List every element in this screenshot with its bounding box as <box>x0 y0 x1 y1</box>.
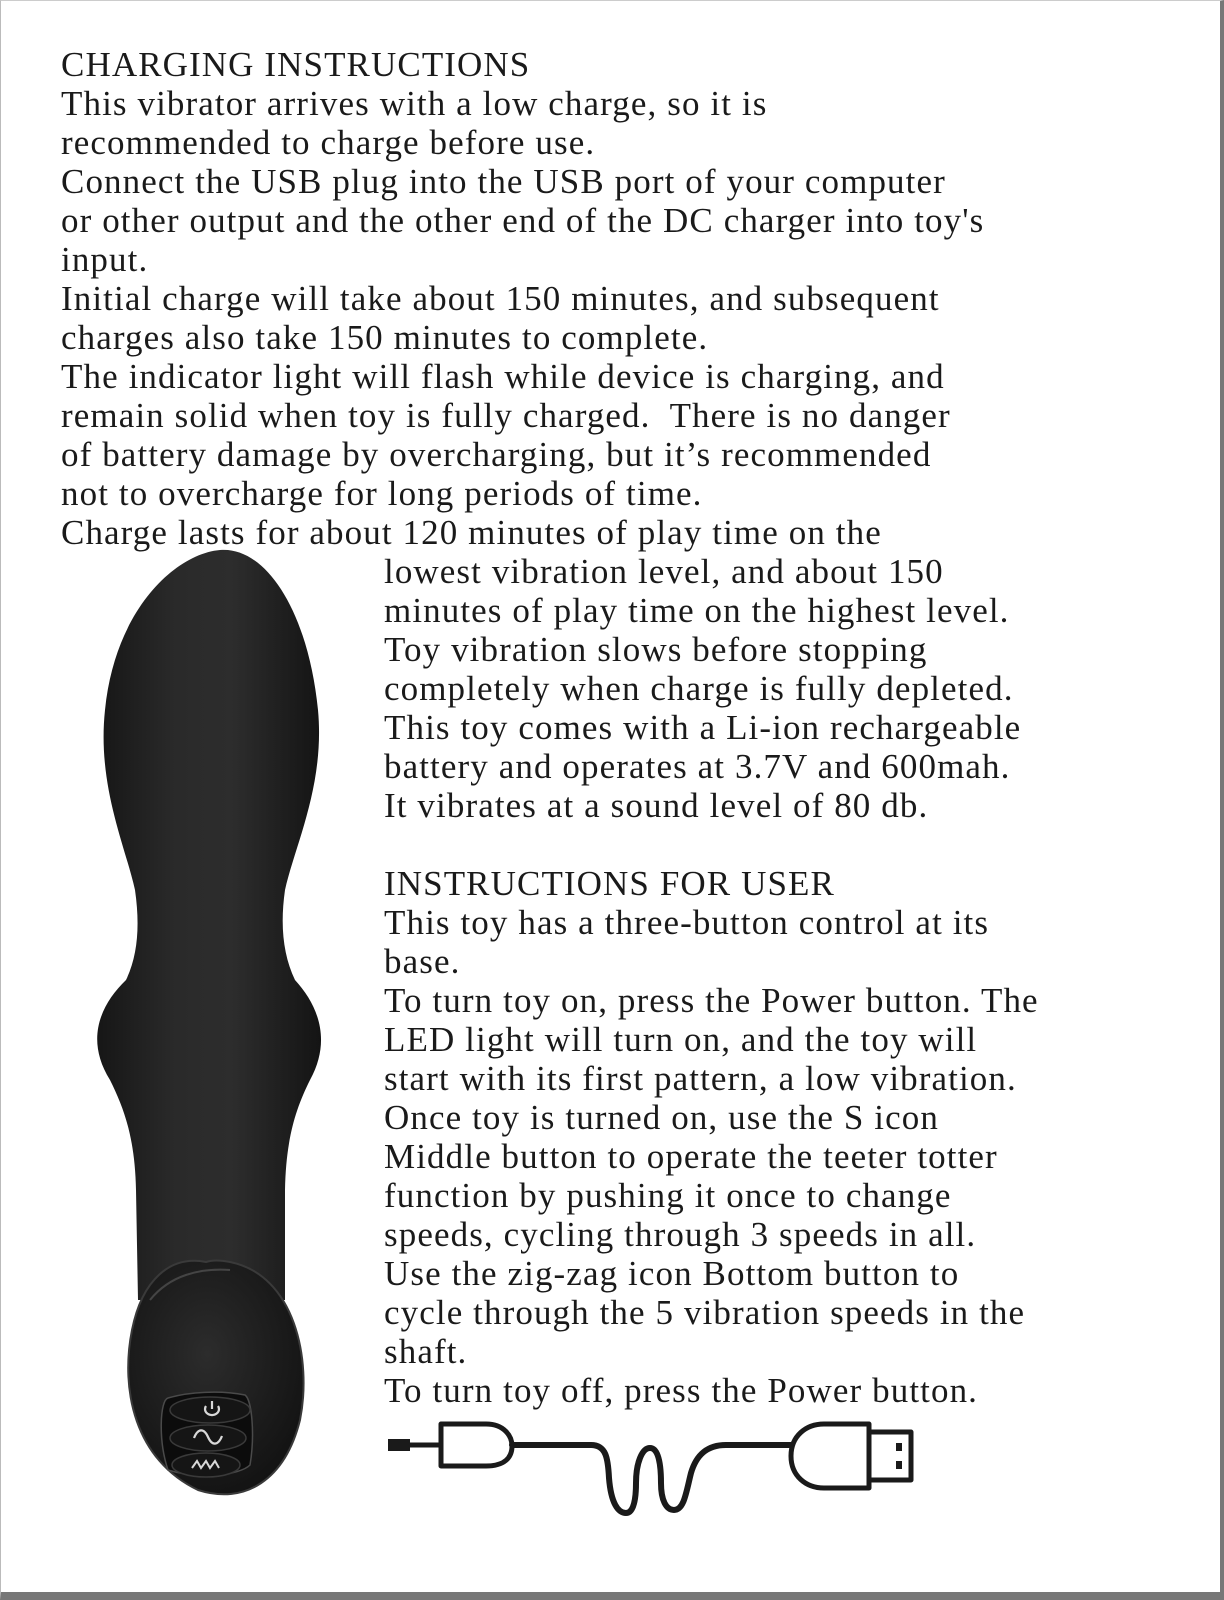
charging-line: It vibrates at a sound level of 80 db. <box>384 786 929 825</box>
cable-icon <box>512 1445 791 1513</box>
user-instructions-line: cycle through the 5 vibration speeds in the <box>384 1293 1026 1332</box>
product-illustration <box>80 540 342 1500</box>
dc-plug-icon <box>388 1424 512 1466</box>
charging-line: remain solid when toy is fully charged. There is no danger <box>61 396 951 435</box>
charging-line: This toy comes with a Li-ion rechargeable <box>384 708 1022 747</box>
charging-line: charges also take 150 minutes to complete. <box>61 318 709 357</box>
usb-plug-icon <box>791 1424 911 1488</box>
charging-line: battery and operates at 3.7V and 600mah. <box>384 747 1011 786</box>
charging-line: minutes of play time on the highest level. <box>384 591 1010 630</box>
zigzag-button <box>172 1453 240 1477</box>
user-instructions-line: Middle button to operate the teeter totter <box>384 1137 998 1176</box>
charging-line: recommended to charge before use. <box>61 123 596 162</box>
usb-cable-illustration <box>386 1418 946 1528</box>
charging-line: This vibrator arrives with a low charge, so it is <box>61 84 768 123</box>
user-instructions-line: base. <box>384 942 461 981</box>
charging-line: Toy vibration slows before stopping <box>384 630 928 669</box>
user-instructions-line: LED light will turn on, and the toy will <box>384 1020 978 1059</box>
user-instructions-line: To turn toy on, press the Power button. The <box>384 981 1039 1020</box>
s-wave-button <box>170 1425 246 1451</box>
power-button <box>170 1397 250 1423</box>
charging-line: or other output and the other end of the DC charger into toy's <box>61 201 985 240</box>
user-instructions-line: To turn toy off, press the Power button. <box>384 1371 979 1410</box>
charging-line: Initial charge will take about 150 minutes, and subsequent <box>61 279 940 318</box>
user-instructions-line: Use the zig-zag icon Bottom button to <box>384 1254 960 1293</box>
user-instructions-line: speeds, cycling through 3 speeds in all. <box>384 1215 977 1254</box>
product-body <box>97 550 321 1300</box>
charging-line: lowest vibration level, and about 150 <box>384 552 944 591</box>
charging-line: completely when charge is fully depleted. <box>384 669 1014 708</box>
charging-line: Connect the USB plug into the USB port of your computer <box>61 162 946 201</box>
charging-line: Charge lasts for about 120 minutes of play time on the <box>61 513 882 552</box>
charging-heading: CHARGING INSTRUCTIONS <box>61 45 531 84</box>
user-instructions-line: shaft. <box>384 1332 468 1371</box>
charging-line: not to overcharge for long periods of time. <box>61 474 703 513</box>
user-instructions-line: function by pushing it once to change <box>384 1176 952 1215</box>
charging-line: input. <box>61 240 149 279</box>
user-instructions-line: This toy has a three-button control at its <box>384 903 990 942</box>
charging-line: The indicator light will flash while device is charging, and <box>61 357 945 396</box>
user-instructions-line: Once toy is turned on, use the S icon <box>384 1098 939 1137</box>
user-instructions-line: start with its first pattern, a low vibration. <box>384 1059 1017 1098</box>
charging-line: of battery damage by overcharging, but it’s recommended <box>61 435 932 474</box>
user-instructions-heading: INSTRUCTIONS FOR USER <box>384 864 835 903</box>
